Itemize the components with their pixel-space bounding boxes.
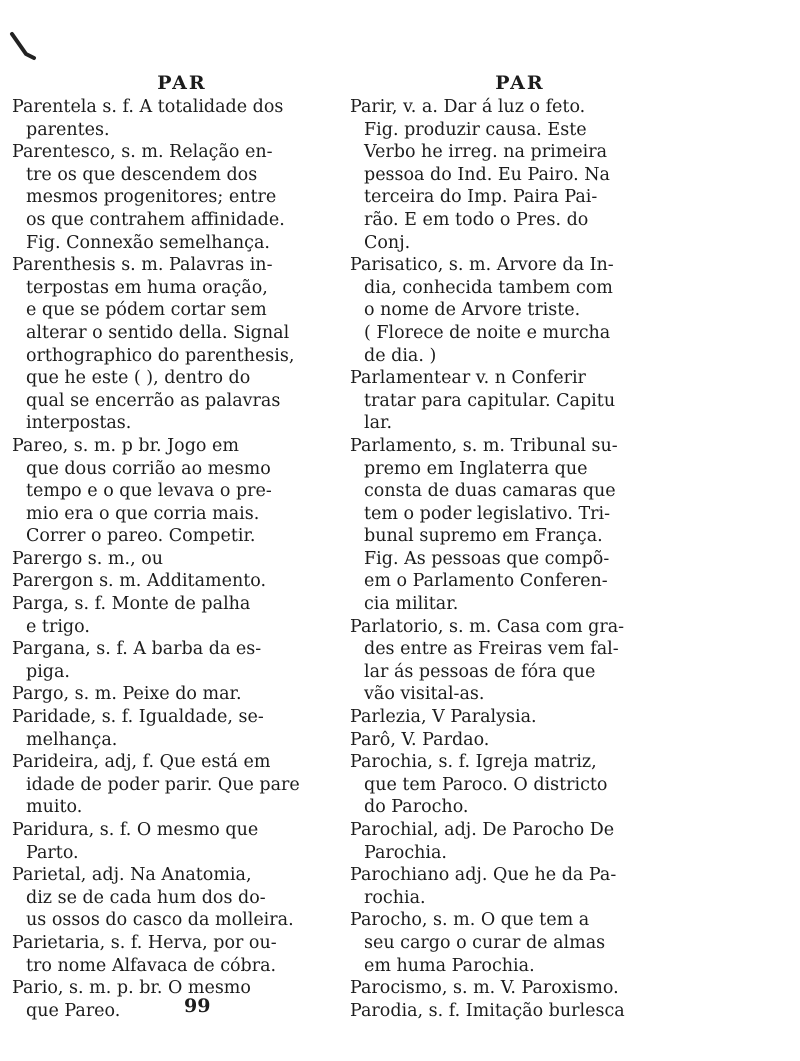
- dictionary-entry: [12, 593, 352, 638]
- entry-line: do Parocho.: [364, 797, 469, 818]
- dictionary-entry: [12, 751, 352, 819]
- entry-line: tratar para capitular. Capitu: [364, 390, 616, 411]
- entry-line: Parochia.: [364, 842, 447, 863]
- entry-headline: Parô, V. Pardao.: [350, 729, 490, 750]
- entry-headline: Parochiano adj. Que he da Pa-: [350, 865, 617, 886]
- entry-line: que dous corrião ao mesmo: [26, 458, 271, 479]
- entry-line: Fig. As pessoas que compõ-: [364, 548, 610, 569]
- dictionary-entry: [12, 548, 352, 571]
- entry-line: consta de duas camaras que: [364, 481, 616, 502]
- entry-headline: Parlamento, s. m. Tribunal su-: [350, 435, 618, 456]
- entry-headline: Parergo s. m., ou: [12, 548, 164, 569]
- dictionary-entry: [12, 819, 352, 864]
- entry-line: alterar o sentido della. Signal: [26, 322, 290, 343]
- entry-line: vão visital-as.: [364, 684, 485, 705]
- dictionary-entry: [12, 683, 352, 706]
- entry-line: piga.: [26, 661, 70, 682]
- entry-headline: Parietal, adj. Na Anatomia,: [12, 865, 252, 886]
- entry-headline: Pareo, s. m. p br. Jogo em: [12, 435, 239, 456]
- entry-headline: Parergon s. m. Additamento.: [12, 571, 267, 592]
- entry-line: Correr o pareo. Competir.: [26, 526, 256, 547]
- entry-line: Parto.: [26, 842, 79, 863]
- right-column: [350, 70, 690, 1022]
- dictionary-entry: [350, 616, 690, 706]
- entry-headline: Parocho, s. m. O que tem a: [350, 910, 590, 931]
- dictionary-entry: [350, 819, 690, 864]
- entry-line: que he este ( ), dentro do: [26, 368, 251, 389]
- entry-line: mio era o que corria mais.: [26, 503, 260, 524]
- entry-headline: Parga, s. f. Monte de palha: [12, 594, 251, 615]
- entry-line: cia militar.: [364, 594, 459, 615]
- entry-line: Verbo he irreg. na primeira: [364, 142, 608, 163]
- entry-line: o nome de Arvore triste.: [364, 300, 581, 321]
- dictionary-entry: [350, 706, 690, 729]
- entry-line: us ossos do casco da molleira.: [26, 910, 294, 931]
- entry-headline: Parochial, adj. De Parocho De: [350, 820, 615, 840]
- dictionary-entry: [12, 638, 352, 683]
- entry-headline: Parlatorio, s. m. Casa com gra-: [350, 616, 625, 637]
- entry-line: des entre as Freiras vem fal-: [364, 639, 619, 660]
- entry-line: tempo e o que levava o pre-: [26, 481, 272, 502]
- entry-line: qual se encerrão as palavras: [26, 390, 281, 411]
- dictionary-entry: [12, 141, 352, 254]
- entry-line: muito.: [26, 797, 83, 818]
- entry-line: diz se de cada hum dos do-: [26, 887, 266, 908]
- dictionary-entry: [350, 96, 690, 254]
- entry-line: dia, conhecida tambem com: [364, 277, 613, 298]
- dictionary-entry: [350, 977, 690, 1000]
- dictionary-entry: [12, 570, 352, 593]
- entry-line: tem o poder legislativo. Tri-: [364, 503, 611, 524]
- dictionary-entry: [12, 435, 352, 548]
- entry-headline: Pario, s. m. p. br. O mesmo: [12, 978, 251, 999]
- entry-line: Fig. produzir causa. Este: [364, 119, 587, 140]
- entry-headline: Parisatico, s. m. Arvore da In-: [350, 255, 614, 276]
- entry-line: premo em Inglaterra que: [364, 458, 588, 479]
- entry-headline: Parlamentear v. n Conferir: [350, 368, 586, 389]
- entry-line: Conj.: [364, 232, 411, 253]
- entry-headline: Paridade, s. f. Igualdade, se-: [12, 707, 264, 728]
- entry-line: ( Florece de noite e murcha: [364, 322, 611, 343]
- page-number: 99: [184, 995, 211, 1017]
- entry-line: bunal supremo em França.: [364, 526, 603, 547]
- entry-line: lar ás pessoas de fóra que: [364, 661, 596, 682]
- entry-line: que tem Paroco. O districto: [364, 774, 608, 795]
- left-column: [12, 70, 352, 1022]
- dictionary-entry: [350, 864, 690, 909]
- entry-line: interpostas.: [26, 413, 132, 434]
- entry-line: que Pareo.: [26, 1000, 121, 1021]
- dictionary-entry: [350, 367, 690, 435]
- entry-headline: Parir, v. a. Dar á luz o feto.: [350, 97, 586, 117]
- entry-line: lar.: [364, 413, 393, 434]
- dictionary-entry: [12, 706, 352, 751]
- entry-line: rão. E em todo o Pres. do: [364, 209, 589, 230]
- entry-line: tro nome Alfavaca de cóbra.: [26, 955, 277, 976]
- entry-headline: Parlezia, V Paralysia.: [350, 707, 537, 728]
- dictionary-entry: [12, 254, 352, 435]
- column-header-right: PAR: [495, 72, 545, 94]
- left-entries: [12, 96, 352, 1022]
- dictionary-entry: [12, 864, 352, 932]
- entry-line: e que se pódem cortar sem: [26, 300, 267, 321]
- entry-headline: Parochia, s. f. Igreja matriz,: [350, 752, 597, 773]
- entry-line: seu cargo o curar de almas: [364, 932, 606, 953]
- entry-headline: Parideira, adj, f. Que está em: [12, 752, 271, 773]
- dictionary-entry: [12, 977, 352, 1022]
- entry-headline: Parocismo, s. m. V. Paroxismo.: [350, 978, 619, 999]
- entry-headline: Parentesco, s. m. Relação en-: [12, 142, 273, 163]
- entry-headline: Parodia, s. f. Imitação burlesca: [350, 1000, 625, 1021]
- entry-line: terceira do Imp. Paira Pai-: [364, 187, 598, 208]
- entry-line: orthographico do parenthesis,: [26, 345, 295, 366]
- entry-headline: Paridura, s. f. O mesmo que: [12, 820, 259, 840]
- entry-headline: Parenthesis s. m. Palavras in-: [12, 255, 273, 276]
- corner-mark: [8, 30, 48, 70]
- entry-line: de dia. ): [364, 345, 437, 366]
- entry-line: Fig. Connexão semelhança.: [26, 232, 270, 253]
- entry-headline: Pargo, s. m. Peixe do mar.: [12, 684, 242, 705]
- dictionary-entry: [12, 932, 352, 977]
- entry-line: terpostas em huma oração,: [26, 277, 268, 298]
- right-entries: [350, 96, 690, 1022]
- dictionary-entry: [350, 729, 690, 752]
- entry-line: melhança.: [26, 729, 118, 750]
- entry-headline: Parentela s. f. A totalidade dos: [12, 97, 284, 117]
- entry-line: em o Parlamento Conferen-: [364, 571, 608, 592]
- entry-headline: Pargana, s. f. A barba da es-: [12, 639, 262, 660]
- dictionary-entry: [350, 1000, 690, 1023]
- entry-line: tre os que descendem dos: [26, 164, 258, 185]
- dictionary-entry: [350, 254, 690, 367]
- entry-line: e trigo.: [26, 616, 90, 637]
- entry-line: em huma Parochia.: [364, 955, 535, 976]
- dictionary-entry: [350, 909, 690, 977]
- entry-line: idade de poder parir. Que pare: [26, 774, 300, 795]
- entry-line: os que contrahem affinidade.: [26, 209, 285, 230]
- entry-line: mesmos progenitores; entre: [26, 187, 277, 208]
- entry-line: parentes.: [26, 119, 110, 140]
- column-header-left: PAR: [157, 72, 207, 94]
- dictionary-entry: [350, 435, 690, 616]
- dictionary-entry: [350, 751, 690, 819]
- entry-line: rochia.: [364, 887, 426, 908]
- entry-headline: Parietaria, s. f. Herva, por ou-: [12, 932, 277, 953]
- entry-line: pessoa do Ind. Eu Pairo. Na: [364, 164, 610, 185]
- dictionary-entry: [12, 96, 352, 141]
